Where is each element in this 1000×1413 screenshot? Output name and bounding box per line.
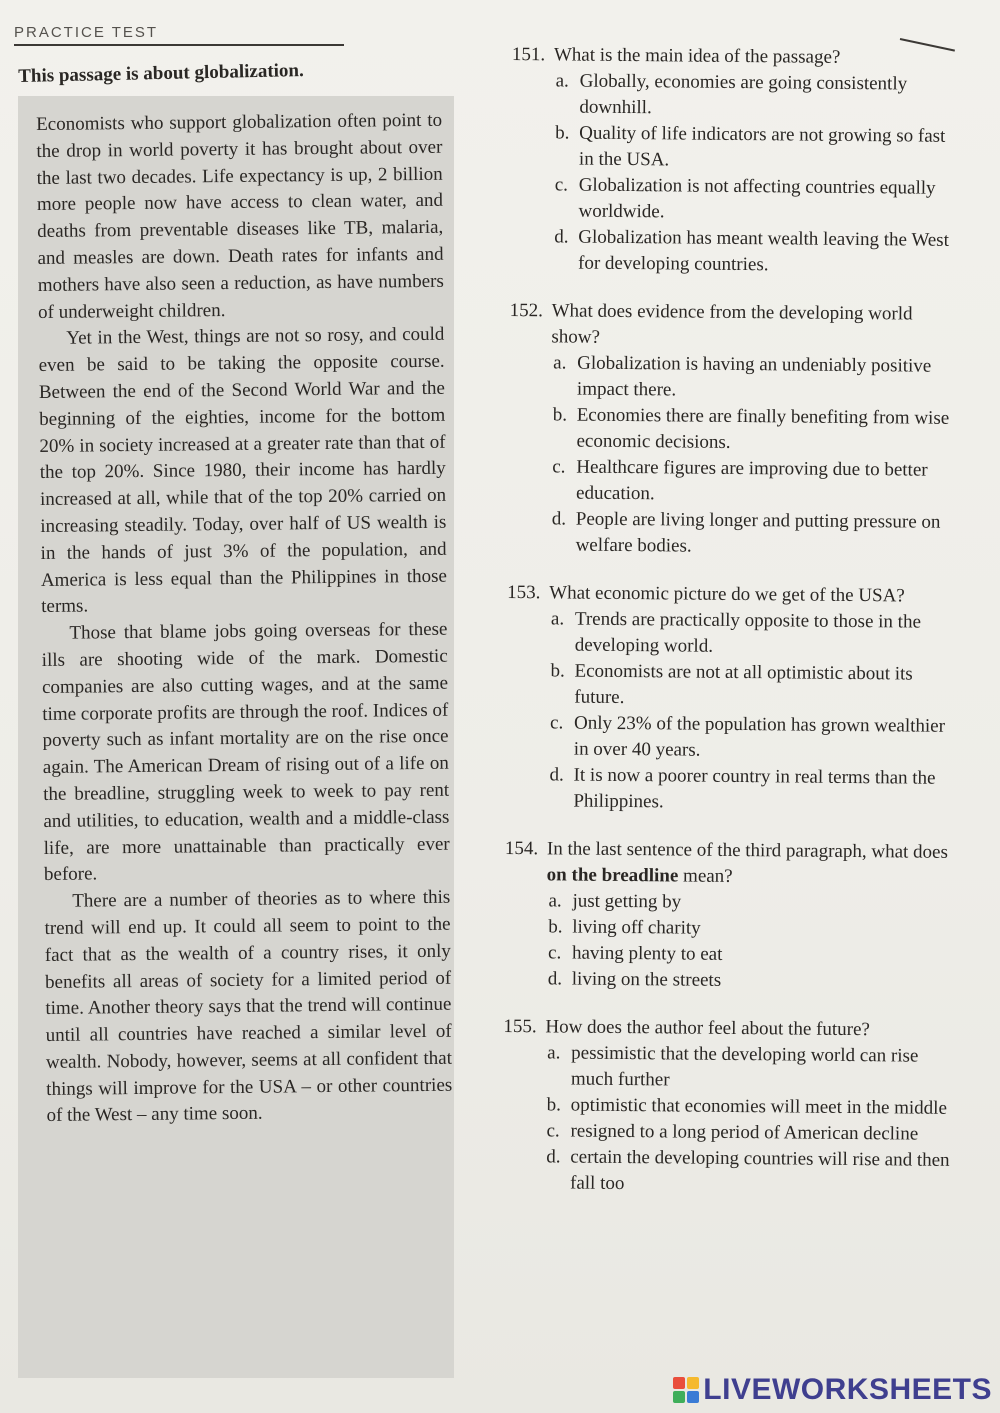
header-rule <box>14 44 344 46</box>
question-text: What is the main idea of the passage? <box>553 44 841 68</box>
option-text: Globally, economies are going consistently downhill. <box>579 70 908 119</box>
passage-intro: This passage is about globalization. <box>18 60 304 87</box>
question-153 <box>505 580 957 818</box>
option-letter: b. <box>548 916 563 938</box>
question-154 <box>504 836 955 996</box>
option-letter: a. <box>548 890 562 912</box>
option-155-a[interactable] <box>547 1040 953 1096</box>
option-letter: a. <box>547 1042 561 1064</box>
option-154-c[interactable] <box>548 940 954 970</box>
option-letter: c. <box>554 174 569 196</box>
option-text: having plenty to eat <box>571 942 723 965</box>
option-155-b[interactable] <box>547 1092 953 1122</box>
question-number: 155. <box>503 1015 537 1038</box>
question-text <box>547 836 955 892</box>
logo-tile-icon <box>673 1391 685 1403</box>
option-155-d[interactable] <box>546 1144 952 1200</box>
liveworksheets-watermark <box>673 1373 992 1407</box>
option-151-d[interactable] <box>554 224 960 280</box>
option-letter: c. <box>547 942 562 964</box>
option-text: Healthcare figures are improving due to better education. <box>575 456 928 505</box>
option-text: resigned to a long period of American decline <box>570 1120 919 1145</box>
option-text: Economists are not at all optimistic about its future. <box>574 660 913 709</box>
question-number: 151. <box>511 43 546 66</box>
watermark-text: LIVEWORKSHEETS <box>703 1373 992 1406</box>
option-letter: b. <box>552 404 568 426</box>
option-letter: a. <box>550 608 565 630</box>
option-letter: b. <box>546 1094 562 1116</box>
option-text: Trends are practically opposite to those in the developing world. <box>574 608 922 657</box>
question-text-start: In the last sentence of the third paragraph, what does <box>546 838 949 863</box>
question-155 <box>502 1014 954 1200</box>
option-letter: c. <box>546 1120 560 1142</box>
option-152-a[interactable] <box>553 350 959 406</box>
option-text: People are living longer and putting pressure on welfare bodies. <box>575 508 941 557</box>
question-number: 154. <box>504 837 539 860</box>
logo-tile-icon <box>687 1377 699 1389</box>
question-text: What economic picture do we get of the USA? <box>549 582 905 607</box>
reading-passage <box>36 108 453 1130</box>
option-text: certain the developing countries will rise and then fall too <box>569 1146 950 1195</box>
passage-paragraph-2: Yet in the West, things are not so rosy, and could even be said to be taking the opposite course. Between the end of the Second World War and the beginning of the eighties, income for the bottom 20% in society increased at a greater rate than that of the top 20%. Since 1980, their income has hardly increased at all, while that of the top 20% carried on increasing steadily. Today, over half of US wealth is in the hands of just 3% of the population, and America is less equal than the Philippines in those terms. <box>38 324 447 618</box>
question-number: 153. <box>507 581 541 604</box>
passage-paragraph-3: Those that blame jobs going overseas for these ills are shooting wide of the mark. Domestic companies are also cutting wages, and at the same time corporate profits are through the roof. Indices of poverty such as infant mortality are on the rise once again. The American Dream of rising out of a life on the breadline, struggling week to week to pay rent and utilities, to education, wealth and a middle-class life, are more unattainable than practically ever before. <box>41 618 450 886</box>
passage-paragraph-1: Economists who support globalization often point to the drop in world poverty it has brought about over the last two decades. Life expectancy is up, 2 billion more people now have access to clean water, and deaths from preventable diseases like TB, malaria, and measles are down. Death rates for infants and mothers have also seen a reduction, as have numbers of underweight children. <box>36 109 444 323</box>
option-text: Globalization is not affecting countries equally worldwide. <box>578 174 936 223</box>
option-text: Globalization has meant wealth leaving the West for developing countries. <box>577 226 950 276</box>
question-151 <box>510 42 962 280</box>
option-152-b[interactable] <box>552 402 958 458</box>
option-letter: c. <box>549 712 564 734</box>
option-letter: a. <box>555 70 569 92</box>
liveworksheets-logo-icon <box>673 1377 699 1403</box>
option-text: It is now a poorer country in real terms than the Philippines. <box>573 764 936 813</box>
option-text: optimistic that economies will meet in the middle <box>570 1094 948 1119</box>
option-152-d[interactable] <box>551 506 957 562</box>
question-number: 152. <box>509 299 543 322</box>
option-151-a[interactable] <box>555 68 961 124</box>
option-letter: d. <box>549 764 564 786</box>
option-151-c[interactable] <box>554 172 960 228</box>
question-key-phrase: on the breadline <box>546 864 679 887</box>
option-text: Quality of life indicators are not growing so fast in the USA. <box>578 122 946 171</box>
option-letter: b. <box>555 122 570 144</box>
option-155-c[interactable] <box>546 1118 952 1148</box>
question-152 <box>507 298 959 562</box>
option-letter: b. <box>550 660 565 682</box>
question-text-end: mean? <box>678 865 733 887</box>
option-letter: d. <box>551 508 567 530</box>
option-153-d[interactable] <box>549 762 955 818</box>
option-152-c[interactable] <box>552 454 958 510</box>
option-letter: c. <box>552 456 566 478</box>
option-text: living on the streets <box>571 968 722 991</box>
question-text: How does the author feel about the future? <box>545 1016 870 1041</box>
option-letter: d. <box>547 968 563 990</box>
option-153-a[interactable] <box>551 606 957 662</box>
option-text: pessimistic that the developing world can rise much further <box>570 1042 919 1091</box>
option-text: just getting by <box>572 890 682 913</box>
option-153-c[interactable] <box>550 710 956 766</box>
logo-tile-icon <box>687 1391 699 1403</box>
option-154-a[interactable] <box>548 888 954 918</box>
logo-tile-icon <box>673 1377 685 1389</box>
option-text: Only 23% of the population has grown wealthier in over 40 years. <box>573 712 946 761</box>
option-letter: d. <box>554 226 569 248</box>
option-text: living off charity <box>572 916 701 939</box>
option-154-b[interactable] <box>548 914 954 944</box>
option-letter: a. <box>553 352 567 374</box>
option-153-b[interactable] <box>550 658 956 714</box>
question-list <box>502 42 962 1222</box>
option-154-d[interactable] <box>548 966 954 996</box>
running-head: PRACTICE TEST <box>14 24 159 41</box>
option-text: Globalization is having an undeniably positive impact there. <box>576 352 932 401</box>
question-text: What does evidence from the developing world show? <box>551 300 913 348</box>
option-151-b[interactable] <box>555 120 961 176</box>
option-letter: d. <box>546 1146 561 1168</box>
passage-paragraph-4: There are a number of theories as to where this trend will end up. It could all seem to point to the fact that as the wealth of a country rises, it only benefits all areas of society for a limited period of time. Another theory says that the trend will continue until all countries have reached a similar level of wealth. Nobody, however, seems at all confident that things will improve for the USA – or other countries of the West – any time soon. <box>44 886 453 1127</box>
option-text: Economies there are finally benefiting from wise economic decisions. <box>576 404 950 453</box>
